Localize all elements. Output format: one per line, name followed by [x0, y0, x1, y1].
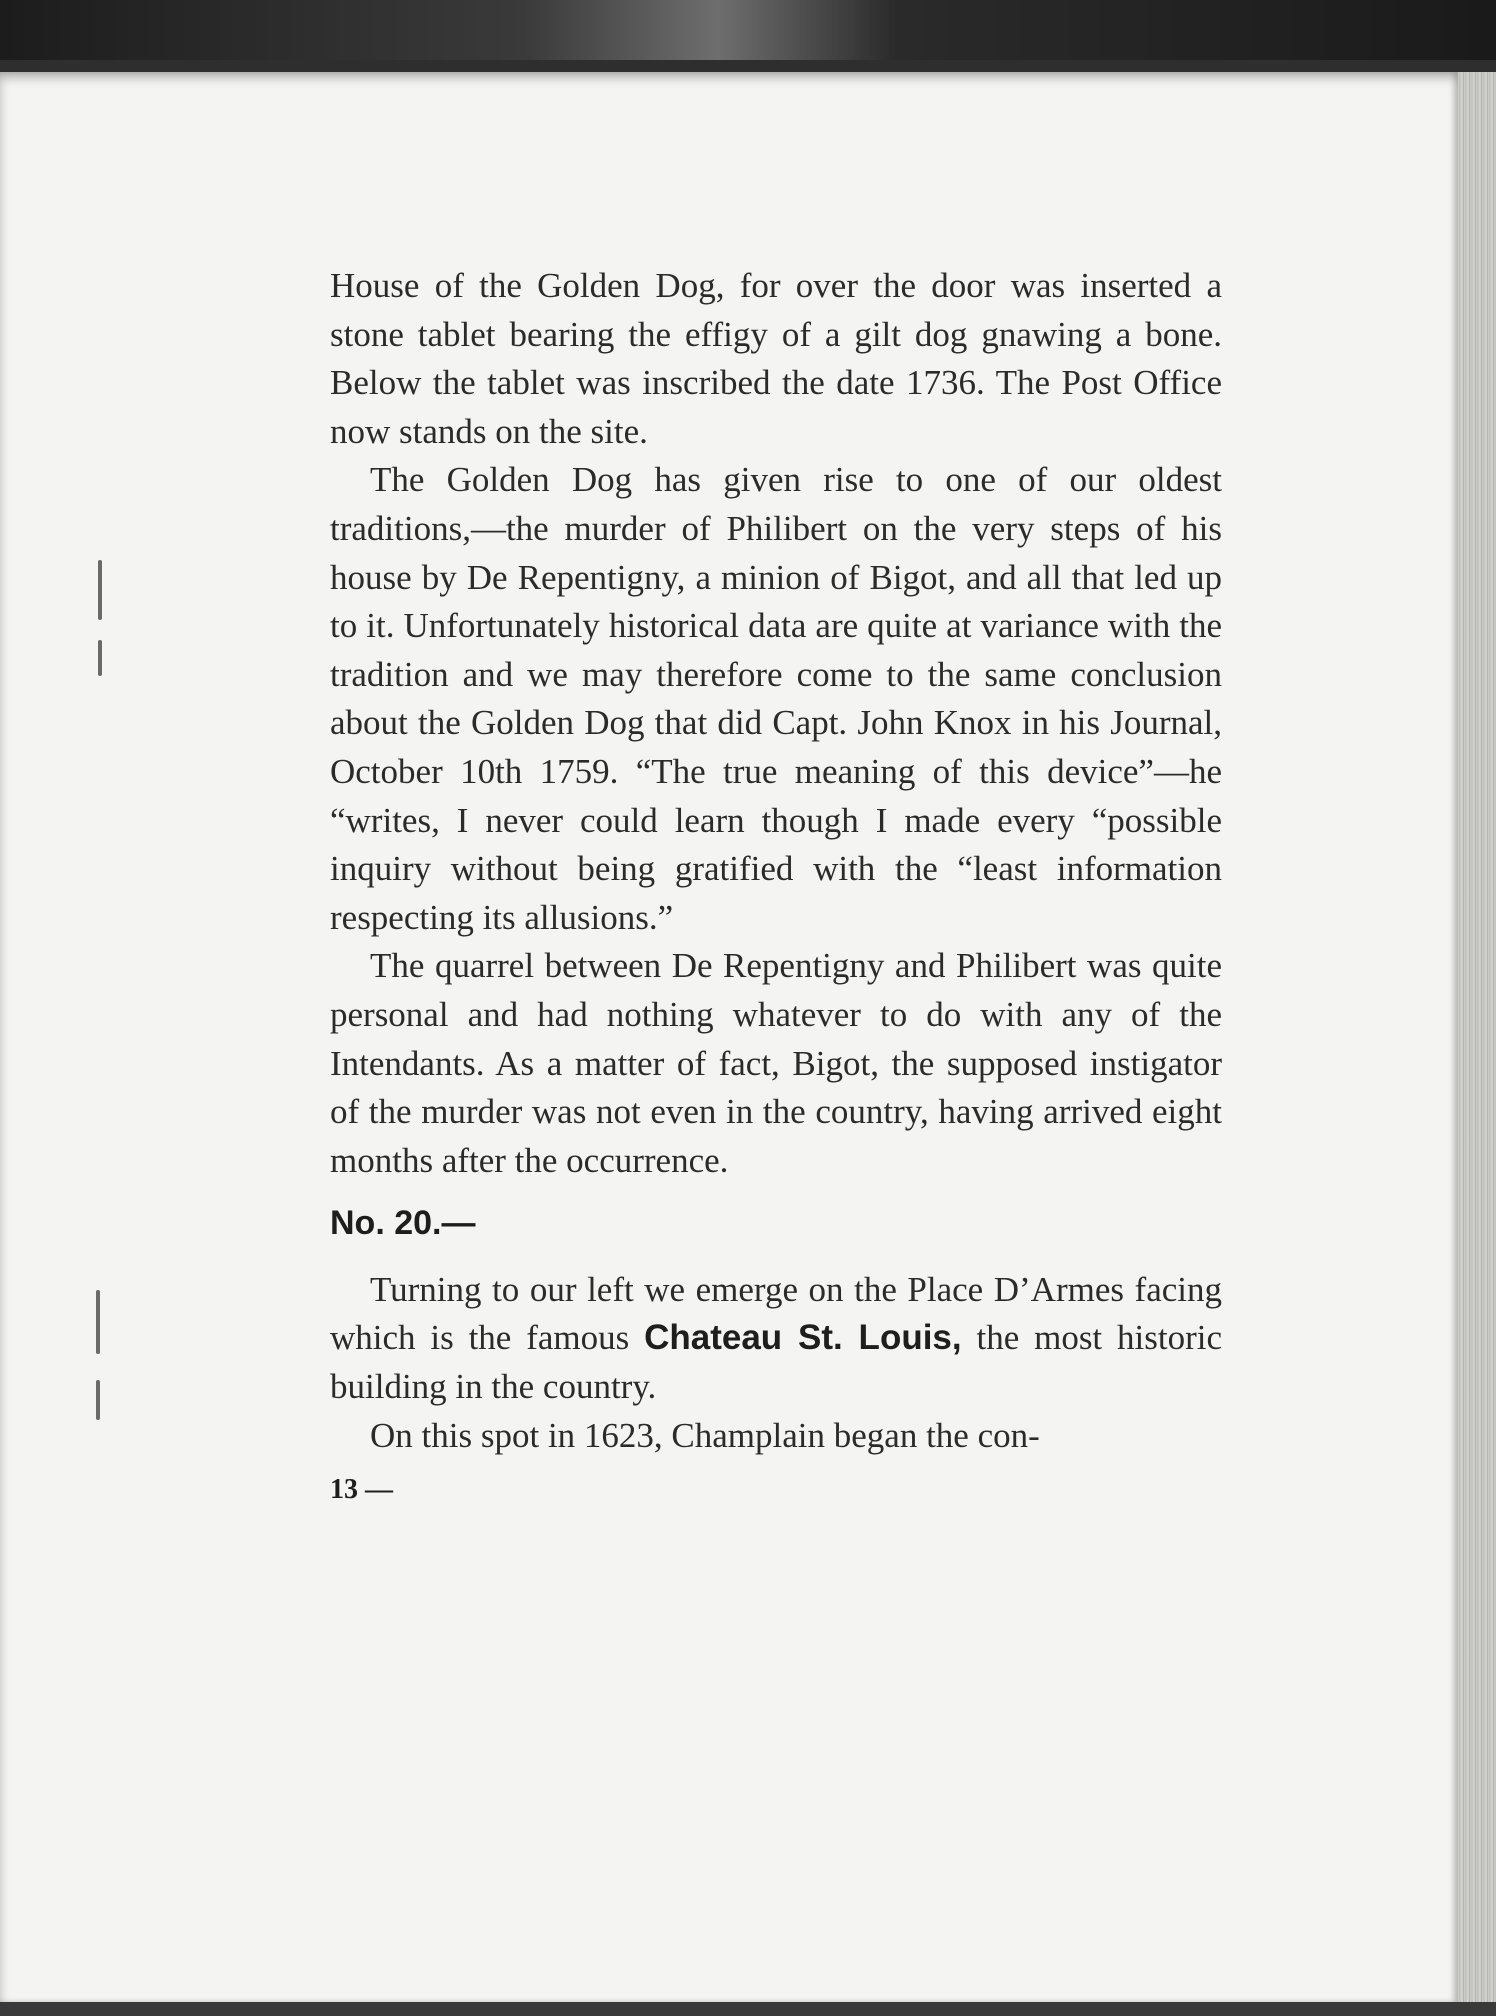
paragraph-1: House of the Golden Dog, for over the door was inserted a stone tablet bearing the effigy of a gilt dog gnawing a bone. Below the tablet was inscribed the date 1736. The Post Office now stands on the site.: [330, 266, 1222, 451]
page-stack-edge: [1458, 72, 1496, 2016]
paragraph-5: On this spot in 1623, Champlain began the con-: [370, 1415, 1040, 1455]
scan-top-border: [0, 0, 1496, 60]
binding-mark: [96, 1380, 100, 1420]
binding-mark: [98, 640, 102, 676]
scan-bottom-border: [0, 2002, 1496, 2016]
section-heading: No. 20.—: [330, 1204, 476, 1243]
paragraph-3: The quarrel between De Repentigny and Philibert was quite personal and had nothing whatever to do with any of the Intendants. As a matter of fact, Bigot, the supposed instigator of the murder was not even in the country, having arrived eight months after the occurrence.: [330, 946, 1222, 1180]
binding-mark: [98, 560, 102, 620]
page-text: [330, 262, 1222, 1515]
paragraph-4: [330, 1266, 1222, 1412]
paragraph-4-text-after: the most historic building in the country.: [330, 1318, 1222, 1407]
page-number: 13 —: [330, 1474, 393, 1506]
binding-mark: [96, 1290, 100, 1354]
paragraph-4-text-before: Turning to our left we emerge on the Place D’Armes facing which is the famous: [330, 1269, 1222, 1358]
paragraph-2: The Golden Dog has given rise to one of our oldest traditions,—the murder of Philibert on the very steps of his house by De Repentigny, a minion of Bigot, and all that led up to it. Unfortunately historical data are quite at variance with the tradition and we may therefore come to the same conclusion about the Golden Dog that did Capt. John Knox in his Journal, October 10th 1759. “The true meaning of this device”—he “writes, I never could learn though I made every “possible inquiry without being gratified with the “least information respecting its allusions.”: [330, 460, 1222, 937]
chateau-st-louis-name: Chateau St. Louis,: [644, 1318, 962, 1358]
